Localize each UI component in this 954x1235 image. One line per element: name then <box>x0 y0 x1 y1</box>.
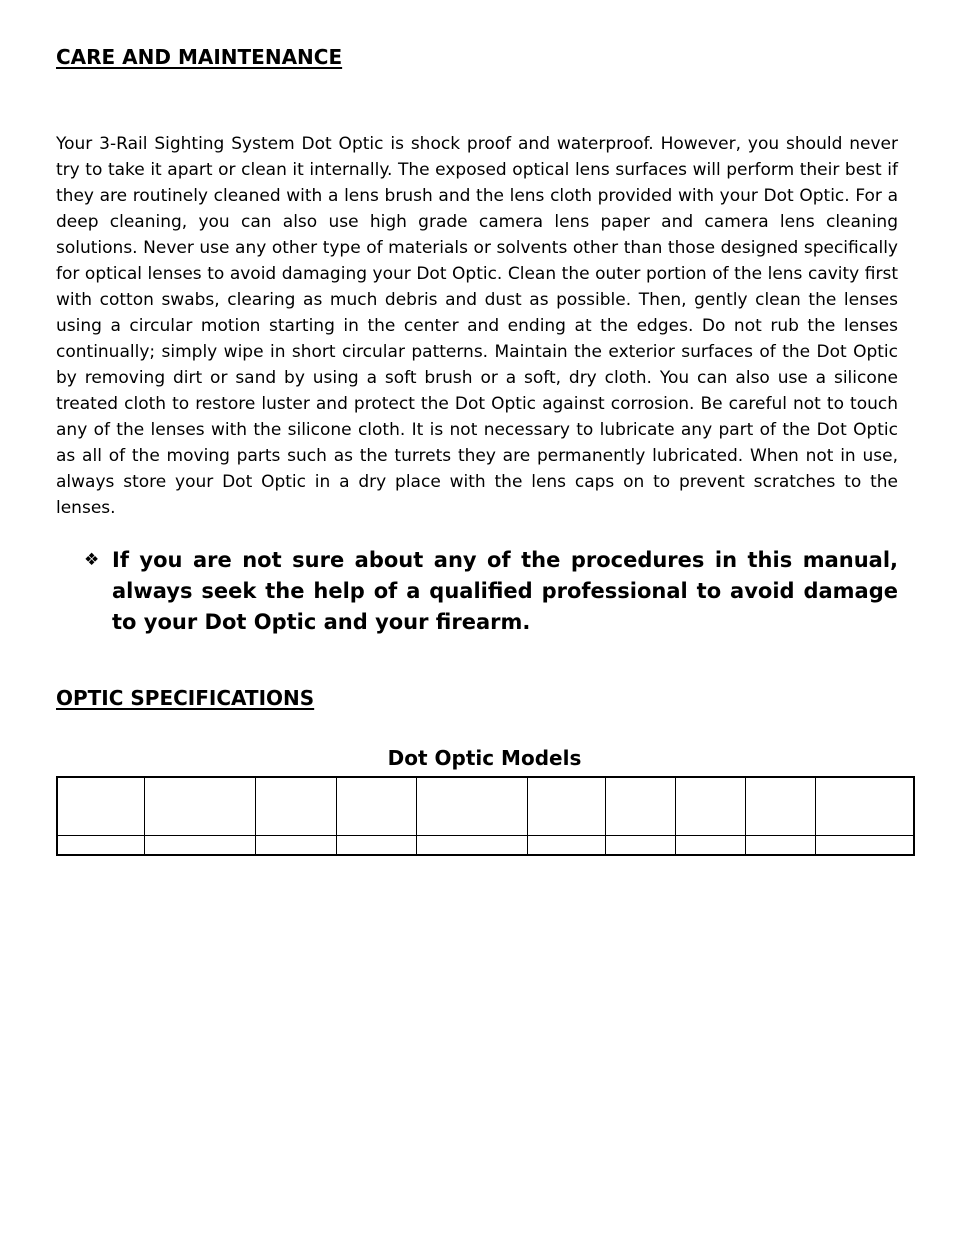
table-cell <box>57 836 144 856</box>
table-cell <box>745 777 815 836</box>
table-cell <box>57 777 144 836</box>
table-cell <box>815 777 914 836</box>
table-cell <box>416 777 527 836</box>
table-cell <box>605 836 675 856</box>
table-cell <box>416 836 527 856</box>
table-row <box>57 777 914 836</box>
table-caption: Dot Optic Models <box>387 746 582 770</box>
diamond-bullet-icon: ❖ <box>84 550 100 570</box>
table-cell <box>336 777 416 836</box>
table-cell <box>605 777 675 836</box>
table-cell <box>527 777 605 836</box>
dot-optic-models-table <box>56 776 915 856</box>
optic-specifications-heading: OPTIC SPECIFICATIONS <box>56 686 315 710</box>
table-cell <box>255 777 336 836</box>
table-cell <box>336 836 416 856</box>
table-cell <box>675 836 745 856</box>
table-cell <box>815 836 914 856</box>
table-cell <box>255 836 336 856</box>
care-maintenance-heading: CARE AND MAINTENANCE <box>56 45 343 69</box>
table-cell <box>144 777 255 836</box>
notice-text: If you are not sure about any of the procedures in this manual, always seek the help of a qualified professional to avoid damage to your Dot Optic and your firearm. <box>112 548 898 634</box>
table-row <box>57 836 914 856</box>
table-cell <box>527 836 605 856</box>
table-cell <box>144 836 255 856</box>
professional-help-notice <box>84 545 898 638</box>
table-cell <box>675 777 745 836</box>
table-cell <box>745 836 815 856</box>
care-maintenance-paragraph: Your 3-Rail Sighting System Dot Optic is shock proof and waterproof. However, you should never try to take it apart or clean it internally. The exposed optical lens surfaces will perform their best if they are routinely cleaned with a lens brush and the lens cloth provided with your Dot Optic. For a deep cleaning, you can also use high grade camera lens paper and camera lens cleaning solutions. Never use any other type of materials or solvents other than those designed specifically for optical lenses to avoid damaging your Dot Optic. Clean the outer portion of the lens cavity first with cotton swabs, clearing as much debris and dust as possible. Then, gently clean the lenses using a circular motion starting in the center and ending at the edges. Do not rub the lenses continually; simply wipe in short circular patterns. Maintain the exterior surfaces of the Dot Optic by removing dirt or sand by using a soft brush or a soft, dry cloth. You can also use a silicone treated cloth to restore luster and protect the Dot Optic against corrosion. Be careful not to touch any of the lenses with the silicone cloth. It is not necessary to lubricate any part of the Dot Optic as all of the moving parts such as the turrets they are permanently lubricated. When not in use, always store your Dot Optic in a dry place with the lens caps on to prevent scratches to the lenses. <box>56 134 898 518</box>
